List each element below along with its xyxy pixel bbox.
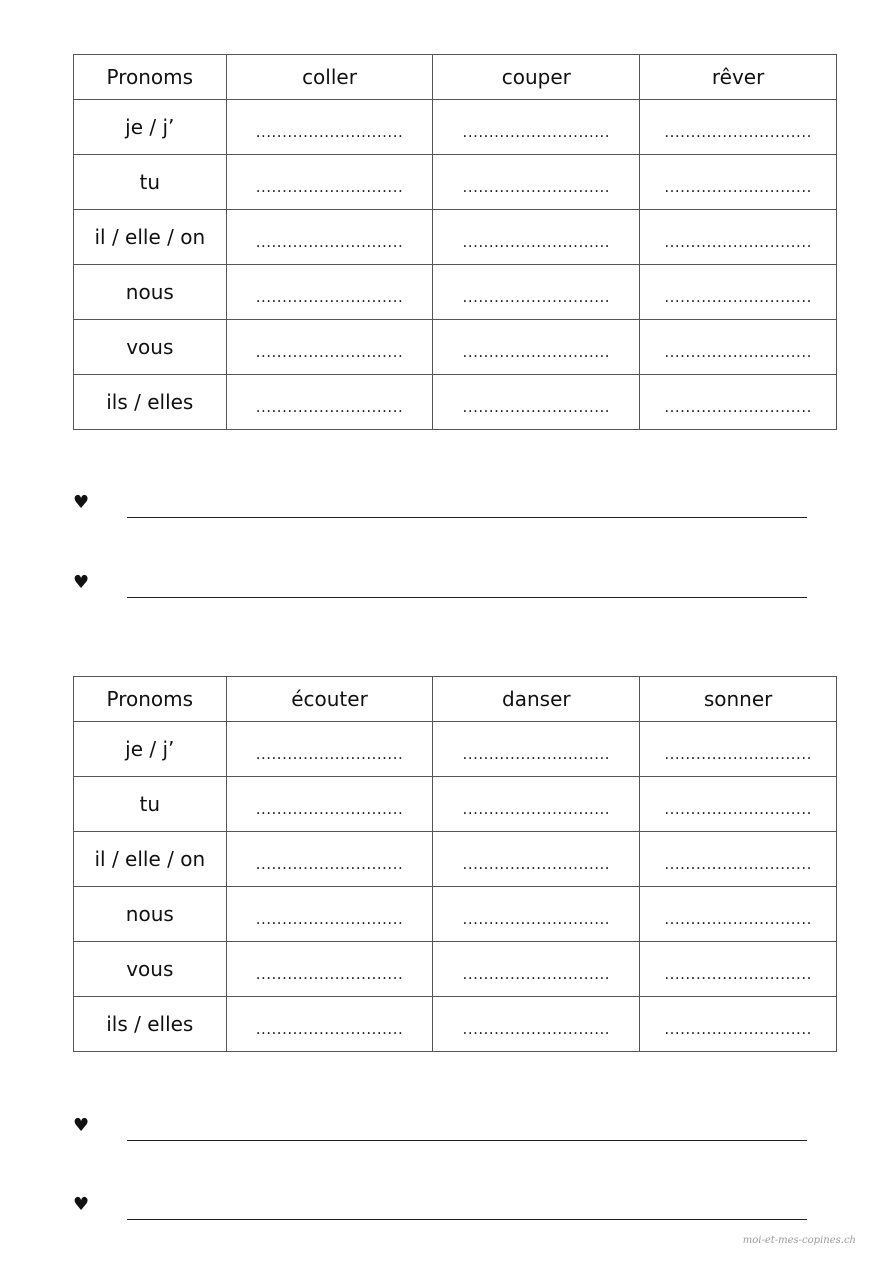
answer-cell[interactable] bbox=[226, 320, 433, 375]
answer-cell[interactable] bbox=[433, 777, 640, 832]
answer-cell[interactable] bbox=[640, 942, 837, 997]
heart-icon: ♥ bbox=[73, 572, 90, 593]
pronoun-cell: vous bbox=[74, 320, 227, 375]
answer-cell[interactable] bbox=[433, 155, 640, 210]
pronoun-cell: ils / elles bbox=[74, 997, 227, 1052]
dotted-blank: ............................ bbox=[462, 909, 611, 928]
table-row bbox=[74, 887, 837, 942]
table-row bbox=[74, 100, 837, 155]
writing-rule bbox=[127, 597, 807, 598]
conjugation-table-2 bbox=[73, 676, 837, 1052]
answer-line[interactable] bbox=[73, 492, 807, 518]
answer-cell[interactable] bbox=[640, 210, 837, 265]
header-verb-1: coller bbox=[226, 55, 433, 100]
header-verb-3: sonner bbox=[640, 677, 837, 722]
pronoun-cell: vous bbox=[74, 942, 227, 997]
answer-cell[interactable] bbox=[226, 942, 433, 997]
answer-cell[interactable] bbox=[433, 320, 640, 375]
pronoun-cell: tu bbox=[74, 155, 227, 210]
dotted-blank: ............................ bbox=[462, 1019, 611, 1038]
dotted-blank: ............................ bbox=[462, 397, 611, 416]
pronoun-cell: je / j’ bbox=[74, 100, 227, 155]
dotted-blank: ............................ bbox=[664, 909, 812, 928]
site-credit: moi-et-mes-copines.ch bbox=[742, 1235, 856, 1246]
answer-cell[interactable] bbox=[226, 100, 433, 155]
dotted-blank: ............................ bbox=[255, 397, 404, 416]
dotted-blank: ............................ bbox=[255, 1019, 404, 1038]
dotted-blank: ............................ bbox=[664, 799, 812, 818]
answer-cell[interactable] bbox=[640, 997, 837, 1052]
dotted-blank: ............................ bbox=[255, 232, 404, 251]
table-row bbox=[74, 155, 837, 210]
answer-cell[interactable] bbox=[640, 722, 837, 777]
answer-cell[interactable] bbox=[433, 997, 640, 1052]
dotted-blank: ............................ bbox=[462, 854, 611, 873]
dotted-blank: ............................ bbox=[462, 744, 611, 763]
heart-icon: ♥ bbox=[73, 492, 90, 513]
dotted-blank: ............................ bbox=[664, 177, 812, 196]
answer-cell[interactable] bbox=[433, 100, 640, 155]
dotted-blank: ............................ bbox=[255, 744, 404, 763]
dotted-blank: ............................ bbox=[664, 854, 812, 873]
table-row bbox=[74, 777, 837, 832]
heart-icon: ♥ bbox=[73, 1194, 90, 1215]
dotted-blank: ............................ bbox=[664, 287, 812, 306]
header-verb-2: danser bbox=[433, 677, 640, 722]
answer-cell[interactable] bbox=[226, 832, 433, 887]
pronoun-cell: je / j’ bbox=[74, 722, 227, 777]
table-row bbox=[74, 997, 837, 1052]
answer-cell[interactable] bbox=[226, 155, 433, 210]
answer-line[interactable] bbox=[73, 1115, 807, 1141]
dotted-blank: ............................ bbox=[255, 287, 404, 306]
header-verb-3: rêver bbox=[640, 55, 837, 100]
conjugation-table-1 bbox=[73, 54, 837, 430]
answer-cell[interactable] bbox=[640, 320, 837, 375]
answer-cell[interactable] bbox=[433, 210, 640, 265]
answer-cell[interactable] bbox=[640, 265, 837, 320]
table-row bbox=[74, 265, 837, 320]
dotted-blank: ............................ bbox=[664, 122, 812, 141]
dotted-blank: ............................ bbox=[255, 909, 404, 928]
table-row bbox=[74, 832, 837, 887]
answer-cell[interactable] bbox=[640, 777, 837, 832]
table-header-row bbox=[74, 677, 837, 722]
table-row bbox=[74, 375, 837, 430]
dotted-blank: ............................ bbox=[462, 177, 611, 196]
answer-cell[interactable] bbox=[433, 375, 640, 430]
dotted-blank: ............................ bbox=[255, 122, 404, 141]
answer-cell[interactable] bbox=[640, 887, 837, 942]
answer-line[interactable] bbox=[73, 1194, 807, 1220]
answer-cell[interactable] bbox=[433, 942, 640, 997]
pronoun-cell: tu bbox=[74, 777, 227, 832]
answer-cell[interactable] bbox=[226, 777, 433, 832]
header-verb-1: écouter bbox=[226, 677, 433, 722]
table-header-row bbox=[74, 55, 837, 100]
dotted-blank: ............................ bbox=[255, 177, 404, 196]
answer-cell[interactable] bbox=[226, 375, 433, 430]
answer-cell[interactable] bbox=[226, 997, 433, 1052]
dotted-blank: ............................ bbox=[255, 964, 404, 983]
answer-cell[interactable] bbox=[226, 210, 433, 265]
writing-rule bbox=[127, 1219, 807, 1220]
dotted-blank: ............................ bbox=[664, 397, 812, 416]
pronoun-cell: il / elle / on bbox=[74, 210, 227, 265]
pronoun-cell: nous bbox=[74, 887, 227, 942]
writing-rule bbox=[127, 1140, 807, 1141]
writing-rule bbox=[127, 517, 807, 518]
dotted-blank: ............................ bbox=[462, 122, 611, 141]
answer-cell[interactable] bbox=[226, 722, 433, 777]
table-row bbox=[74, 320, 837, 375]
dotted-blank: ............................ bbox=[462, 287, 611, 306]
answer-cell[interactable] bbox=[226, 887, 433, 942]
answer-line[interactable] bbox=[73, 572, 807, 598]
pronoun-cell: il / elle / on bbox=[74, 832, 227, 887]
dotted-blank: ............................ bbox=[255, 342, 404, 361]
answer-cell[interactable] bbox=[433, 887, 640, 942]
header-verb-2: couper bbox=[433, 55, 640, 100]
header-pronouns: Pronoms bbox=[74, 55, 227, 100]
heart-icon: ♥ bbox=[73, 1115, 90, 1136]
pronoun-cell: ils / elles bbox=[74, 375, 227, 430]
answer-cell[interactable] bbox=[640, 832, 837, 887]
dotted-blank: ............................ bbox=[462, 232, 611, 251]
table-row bbox=[74, 942, 837, 997]
answer-cell[interactable] bbox=[433, 265, 640, 320]
dotted-blank: ............................ bbox=[664, 744, 812, 763]
dotted-blank: ............................ bbox=[462, 342, 611, 361]
table-row bbox=[74, 210, 837, 265]
answer-cell[interactable] bbox=[640, 155, 837, 210]
dotted-blank: ............................ bbox=[462, 799, 611, 818]
dotted-blank: ............................ bbox=[664, 964, 812, 983]
dotted-blank: ............................ bbox=[664, 232, 812, 251]
answer-cell[interactable] bbox=[433, 832, 640, 887]
answer-cell[interactable] bbox=[640, 375, 837, 430]
table-row bbox=[74, 722, 837, 777]
pronoun-cell: nous bbox=[74, 265, 227, 320]
answer-cell[interactable] bbox=[640, 100, 837, 155]
answer-cell[interactable] bbox=[226, 265, 433, 320]
dotted-blank: ............................ bbox=[255, 799, 404, 818]
answer-cell[interactable] bbox=[433, 722, 640, 777]
header-pronouns: Pronoms bbox=[74, 677, 227, 722]
dotted-blank: ............................ bbox=[664, 1019, 812, 1038]
dotted-blank: ............................ bbox=[462, 964, 611, 983]
dotted-blank: ............................ bbox=[255, 854, 404, 873]
dotted-blank: ............................ bbox=[664, 342, 812, 361]
